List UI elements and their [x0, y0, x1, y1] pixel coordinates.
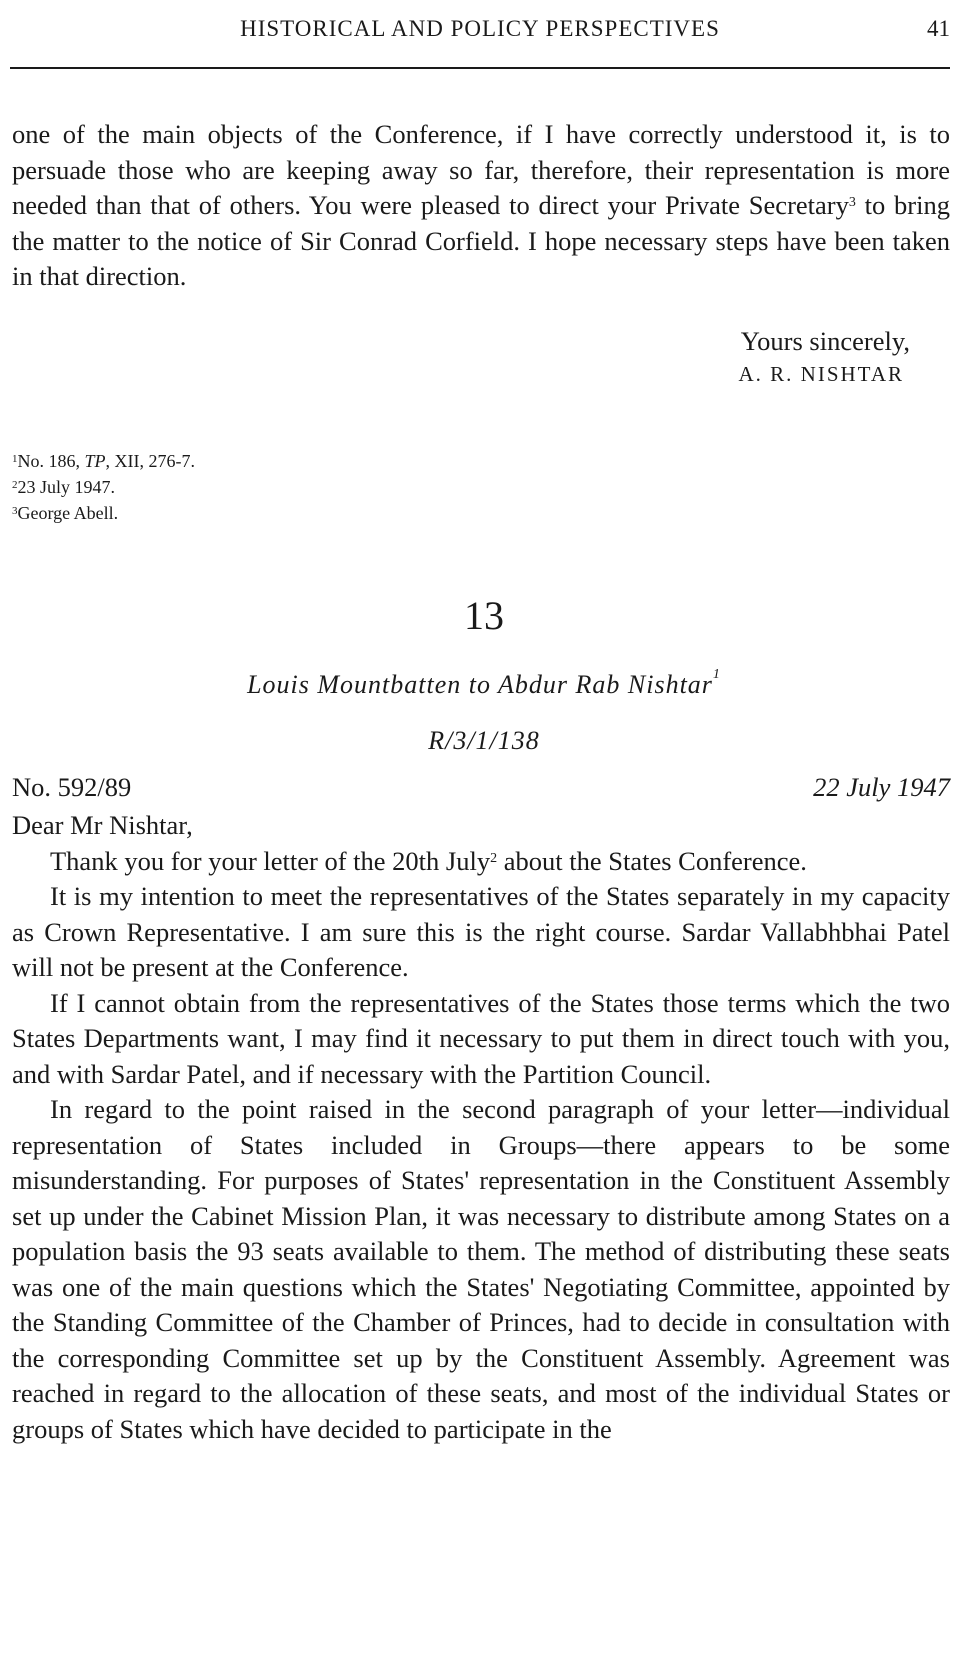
continuation-text-a: one of the main objects of the Conference, if I have correctly understood it, is to persuade those who are keeping away so far, therefore, their representation is more needed than that of others. You were pleased to direct your Private Secretary	[12, 119, 950, 220]
letter-body	[12, 808, 950, 1447]
footnote-ref-1: 1	[712, 667, 721, 682]
footnote-2: $^2$23 July 1947.	[12, 477, 116, 497]
signatory-name: A. R. NISHTAR	[738, 362, 904, 386]
continuation-paragraph	[12, 117, 950, 295]
letter-paragraph-3: If I cannot obtain from the representatives of the States those terms which the two States Departments want, I may find it necessary to put them in direct touch with you, and with Sardar Patel, and if necessary with the Partition Council.	[12, 987, 950, 1089]
footnote-ref-3: 3	[848, 195, 856, 210]
closing-line: Yours sincerely,	[740, 326, 910, 356]
footnote-1: $^1$No. 186, TP, XII, 276-7.	[12, 451, 195, 471]
header-rule	[10, 67, 950, 69]
page-number: 41	[927, 16, 950, 41]
footnote-3: $^3$George Abell.	[12, 503, 119, 523]
footnote-ref-2: 2	[490, 850, 498, 866]
document-reference: R/3/1/138	[428, 726, 540, 755]
document-title: Louis Mountbatten to Abdur Rab Nishtar$^1$	[247, 667, 721, 699]
running-title: HISTORICAL AND POLICY PERSPECTIVES	[240, 16, 720, 41]
footnotes	[12, 448, 195, 526]
salutation: Dear Mr Nishtar,	[12, 810, 193, 840]
letter-paragraph-4: In regard to the point raised in the second paragraph of your letter—individual representation of States included in Groups—there appears to be some misunderstanding. For purposes of States' representation in the Constituent Assembly set up under the Cabinet Mission Plan, it was necessary to distribute among States on a population basis the 93 seats available to them. The method of distributing these seats was one of the main questions which the States' Negotiating Committee, appointed by the Standing Committee of the Chamber of Princes, had to decide in consultation with the corresponding Committee set up by the Constituent Assembly. Agreement was reached in regard to the allocation of these seats, and most of the individual States or groups of States which have decided to participate in the	[12, 1094, 950, 1444]
continuation-text-b: to bring the matter to the notice of Sir Conrad Corfield. I hope necessary steps have been taken in that direction.	[12, 190, 950, 291]
letter-paragraph-1: Thank you for your letter of the 20th July$^2$ about the States Conference.	[50, 845, 807, 876]
letter-number: No. 592/89	[12, 772, 132, 802]
letter-date: 22 July 1947	[813, 772, 950, 802]
running-header	[10, 12, 950, 52]
document-number: 13	[464, 593, 504, 638]
letter-paragraph-2: It is my intention to meet the representatives of the States separately in my capacity as Crown Representative. I am sure this is the right course. Sardar Vallabhbhai Patel will not be present at the Conference.	[12, 881, 950, 982]
